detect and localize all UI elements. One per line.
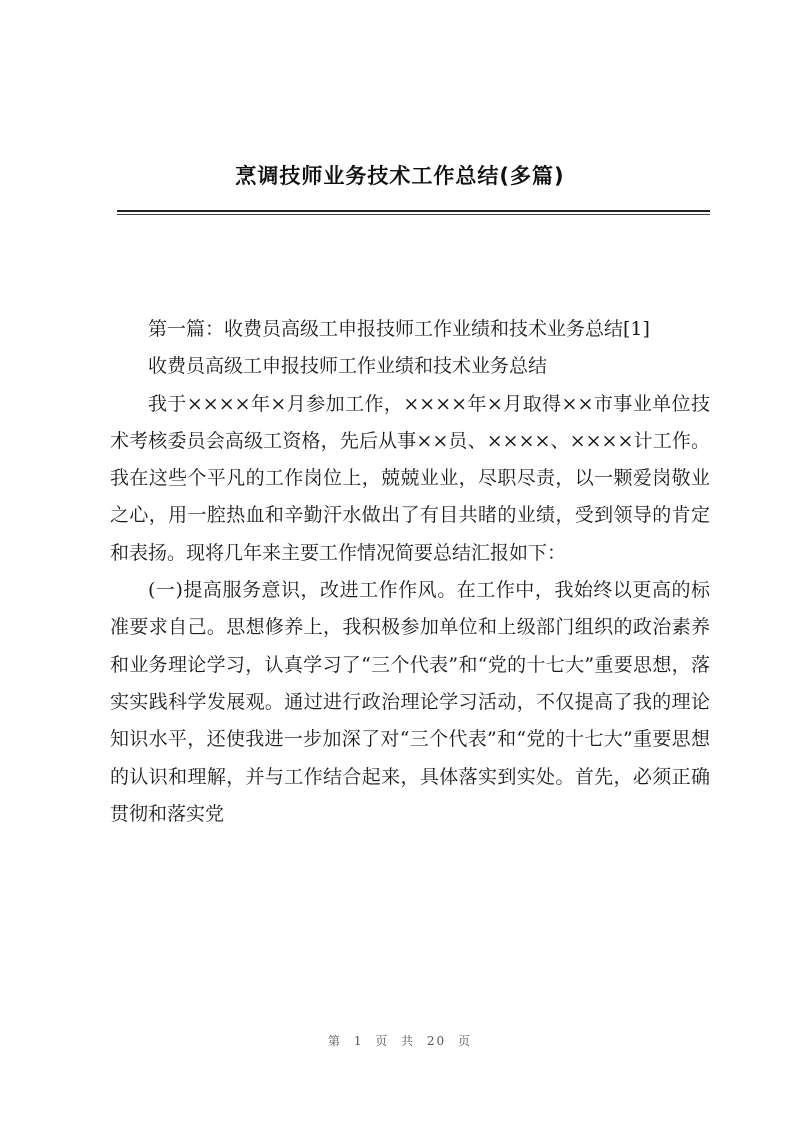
paragraph-point-one: (一)提高服务意识，改进工作作风。在工作中，我始终以更高的标准要求自己。思想修养上，我积极参加单位和上级部门组织的政治素养和业务理论学习，认真学习了“三个代表”和“党的十七大”重要思想，落实实践科学发展观。通过进行政治理论学习活动，不仅提高了我的理论知识水平，还使我进一步加深了对“三个代表”和“党的十七大”重要思想的认识和理解，并与工作结合起来，具体落实到实处。首先，必须正确贯彻和落实党: [110, 579, 710, 825]
document-body: [110, 311, 710, 833]
paragraph-section-heading: 第一篇：收费员高级工申报技师工作业绩和技术业务总结[1]: [148, 318, 650, 340]
page-number-footer: 第 1 页 共 20 页: [328, 1034, 472, 1048]
title-divider: [117, 210, 710, 212]
document-title: 烹调技师业务技术工作总结(多篇): [235, 164, 565, 188]
paragraph-subtitle: 收费员高级工申报技师工作业绩和技术业务总结: [148, 355, 548, 378]
title-divider-thin: [117, 214, 710, 215]
paragraph-intro: 我于××××年×月参加工作，××××年×月取得××市事业单位技术考核委员会高级工资格，先后从事××员、××××、××××计工作。我在这些个平凡的工作岗位上，兢兢业业，尽职尽责，以一颗爱岗敬业之心，用一腔热血和辛勤汗水做出了有目共睹的业绩，受到领导的肯定和表扬。现将几年来主要工作情况简要总结汇报如下：: [110, 392, 710, 564]
